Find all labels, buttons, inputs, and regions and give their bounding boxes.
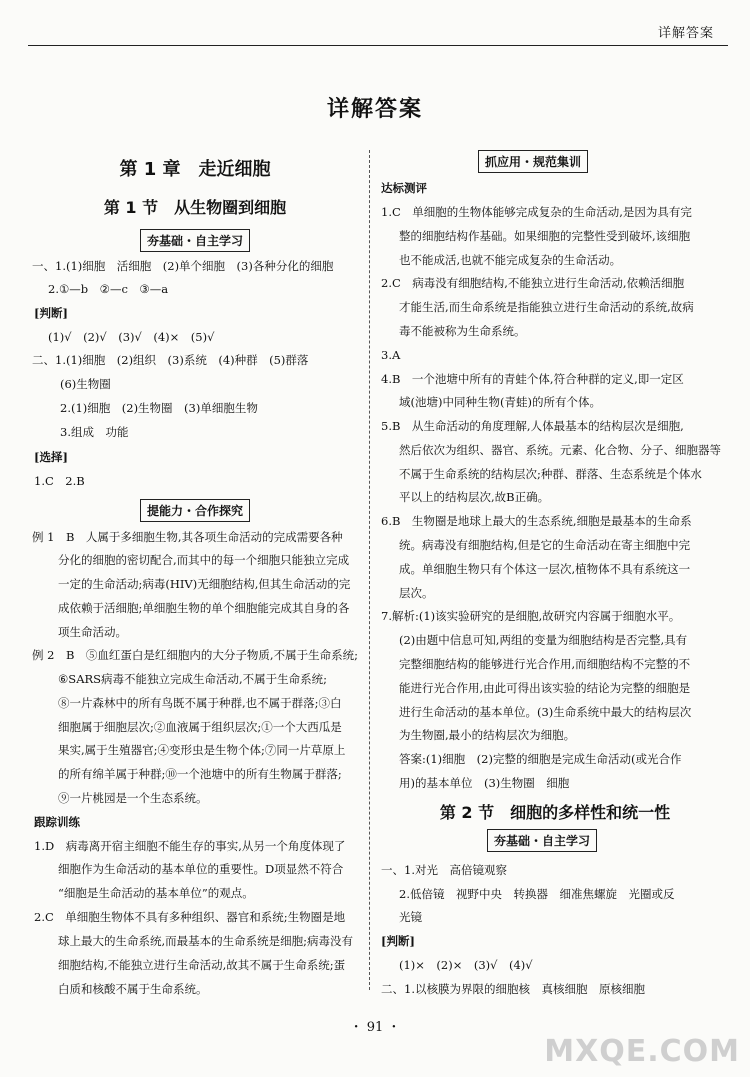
example-line: 一定的生命活动;病毒(HIV)无细胞结构,但其生命活动的完 [58, 577, 351, 591]
section-label-box: 抓应用・规范集训 [478, 150, 588, 173]
answer-line: 毒不能被称为生命系统。 [399, 324, 526, 338]
answer-line: 进行生命活动的基本单位。(3)生命系统中最大的结构层次 [399, 705, 692, 719]
answer-line: (2)由题中信息可知,两组的变量为细胞结构是否完整,具有 [399, 633, 688, 647]
choice-label: [选择] [34, 450, 68, 464]
example-line: 例 2 B ⑤血红蛋白是红细胞内的大分子物质,不属于生命系统; [32, 648, 358, 662]
page-number: ・ 91 ・ [349, 1020, 401, 1035]
chapter-heading: 第 1 章 走近细胞 [119, 159, 271, 180]
answer-line: 然后依次为组织、器官、系统。元素、化合物、分子、细胞器等 [399, 443, 721, 457]
example-line: 细胞属于细胞层次;②血液属于组织层次;①一个大西瓜是 [58, 720, 342, 734]
example-line: 成依赖于活细胞;单细胞生物的单个细胞能完成其自身的各 [58, 601, 350, 615]
answer-line: 一、1.对光 高倍镜观察 [381, 863, 507, 877]
answer-line: 为生物圈,最小的结构层次为细胞。 [399, 728, 576, 742]
answer-line: 才能生活,而生命系统是指能独立进行生命活动的系统,故病 [399, 300, 694, 314]
page-title: 详解答案 [326, 96, 423, 122]
answer-line: 域(池塘)中同种生物(青蛙)的所有个体。 [399, 395, 601, 409]
example-line: 的所有绵羊属于种群;⑩一个池塘中的所有生物属于群落; [58, 767, 342, 781]
answer-line: 6.B 生物圈是地球上最大的生态系统,细胞是最基本的生命系 [381, 514, 692, 528]
section-heading: 第 2 节 细胞的多样性和统一性 [439, 803, 671, 822]
column-divider [369, 150, 370, 990]
judge-label: [判断] [381, 934, 415, 948]
judge-label: [判断] [34, 306, 68, 320]
section-label-box: 夯基础・自主学习 [140, 229, 250, 252]
answer-line: 一、1.(1)细胞 活细胞 (2)单个细胞 (3)各种分化的细胞 [32, 259, 334, 273]
answer-line: 二、1.(1)细胞 (2)组织 (3)系统 (4)种群 (5)群落 [32, 353, 309, 367]
answer-line: 答案:(1)细胞 (2)完整的细胞是完成生命活动(或光合作 [399, 752, 682, 766]
page-header: 详解答案 [657, 26, 714, 41]
example-line: 果实,属于生殖器官;④变形虫是生物个体;⑦同一片草原上 [58, 743, 346, 757]
answer-line: 完整细胞结构的能够进行光合作用,而细胞结构不完整的不 [399, 657, 691, 671]
answer-line: (1)√ (2)√ (3)√ (4)× (5)√ [48, 330, 215, 344]
header-rule [28, 45, 728, 46]
answer-line: 2.①—b ②—c ③—a [48, 282, 169, 296]
answer-line: 光镜 [399, 910, 422, 924]
answer-line: 二、1.以核膜为界限的细胞核 真核细胞 原核细胞 [381, 982, 645, 996]
answer-line: (6)生物圈 [60, 377, 111, 391]
answer-line: (1)× (2)× (3)√ (4)√ [399, 958, 533, 972]
section-label-box: 提能力・合作探究 [140, 499, 250, 522]
track-line: 细胞作为生命活动的基本单位的重要性。D项显然不符合 [58, 862, 344, 876]
answer-line: 也不能成活,也就不能完成复杂的生命活动。 [399, 253, 622, 267]
track-line: “细胞是生命活动的基本单位”的观点。 [58, 886, 254, 900]
answer-line: 成。单细胞生物只有个体这一层次,植物体不具有系统这一 [399, 562, 691, 576]
subheading: 达标测评 [381, 181, 427, 195]
answer-line: 2.低倍镜 视野中央 转换器 细准焦螺旋 光圈或反 [399, 887, 675, 901]
section-heading: 第 1 节 从生物圈到细胞 [103, 198, 287, 217]
answer-line: 4.B 一个池塘中所有的青蛙个体,符合种群的定义,即一定区 [381, 372, 684, 386]
answer-line: 不属于生命系统的结构层次;种群、群落、生态系统是个体水 [399, 467, 702, 481]
answer-line: 7.解析:(1)该实验研究的是细胞,故研究内容属于细胞水平。 [381, 609, 681, 623]
track-line: 细胞结构,不能独立进行生命活动,故其不属于生命系统;蛋 [58, 958, 346, 972]
example-line: 分化的细胞的密切配合,而其中的每一个细胞只能独立完成 [58, 553, 350, 567]
answer-line: 用)的基本单位 (3)生物圈 细胞 [399, 776, 570, 790]
track-line: 白质和核酸不属于生命系统。 [58, 982, 208, 996]
watermark: MXQE.COM [544, 1034, 740, 1069]
answer-line: 层次。 [399, 586, 434, 600]
answer-line: 能进行光合作用,由此可得出该实验的结论为完整的细胞是 [399, 681, 691, 695]
answer-line: 统。病毒没有细胞结构,但是它的生命活动在寄主细胞中完 [399, 538, 691, 552]
track-label: 跟踪训练 [34, 815, 80, 829]
example-line: 项生命活动。 [58, 625, 127, 639]
answer-line: 3.组成 功能 [60, 425, 129, 439]
example-line: ⑨一片桃园是一个生态系统。 [58, 791, 208, 805]
answer-line: 整的细胞结构作基础。如果细胞的完整性受到破坏,该细胞 [399, 229, 691, 243]
example-line: ⑧一片森林中的所有鸟既不属于种群,也不属于群落;③白 [58, 696, 342, 710]
answer-line: 5.B 从生命活动的角度理解,人体最基本的结构层次是细胞, [381, 419, 684, 433]
answer-line: 2.C 病毒没有细胞结构,不能独立进行生命活动,依赖活细胞 [381, 276, 685, 290]
track-line: 2.C 单细胞生物体不具有多种组织、器官和系统;生物圈是地 [34, 910, 346, 924]
track-line: 1.D 病毒离开宿主细胞不能生存的事实,从另一个角度体现了 [34, 839, 346, 853]
track-line: 球上最大的生命系统,而最基本的生命系统是细胞;病毒没有 [58, 934, 354, 948]
example-line: 例 1 B 人属于多细胞生物,其各项生命活动的完成需要各种 [32, 530, 343, 544]
answer-line: 1.C 单细胞的生物体能够完成复杂的生命活动,是因为具有完 [381, 205, 692, 219]
answer-line: 1.C 2.B [34, 474, 85, 488]
answer-line: 平以上的结构层次,故B正确。 [399, 490, 550, 504]
section-label-box: 夯基础・自主学习 [487, 829, 597, 852]
answer-line: 3.A [381, 348, 401, 362]
example-line: ⑥SARS病毒不能独立完成生命活动,不属于生命系统; [58, 672, 328, 686]
answer-line: 2.(1)细胞 (2)生物圈 (3)单细胞生物 [60, 401, 258, 415]
